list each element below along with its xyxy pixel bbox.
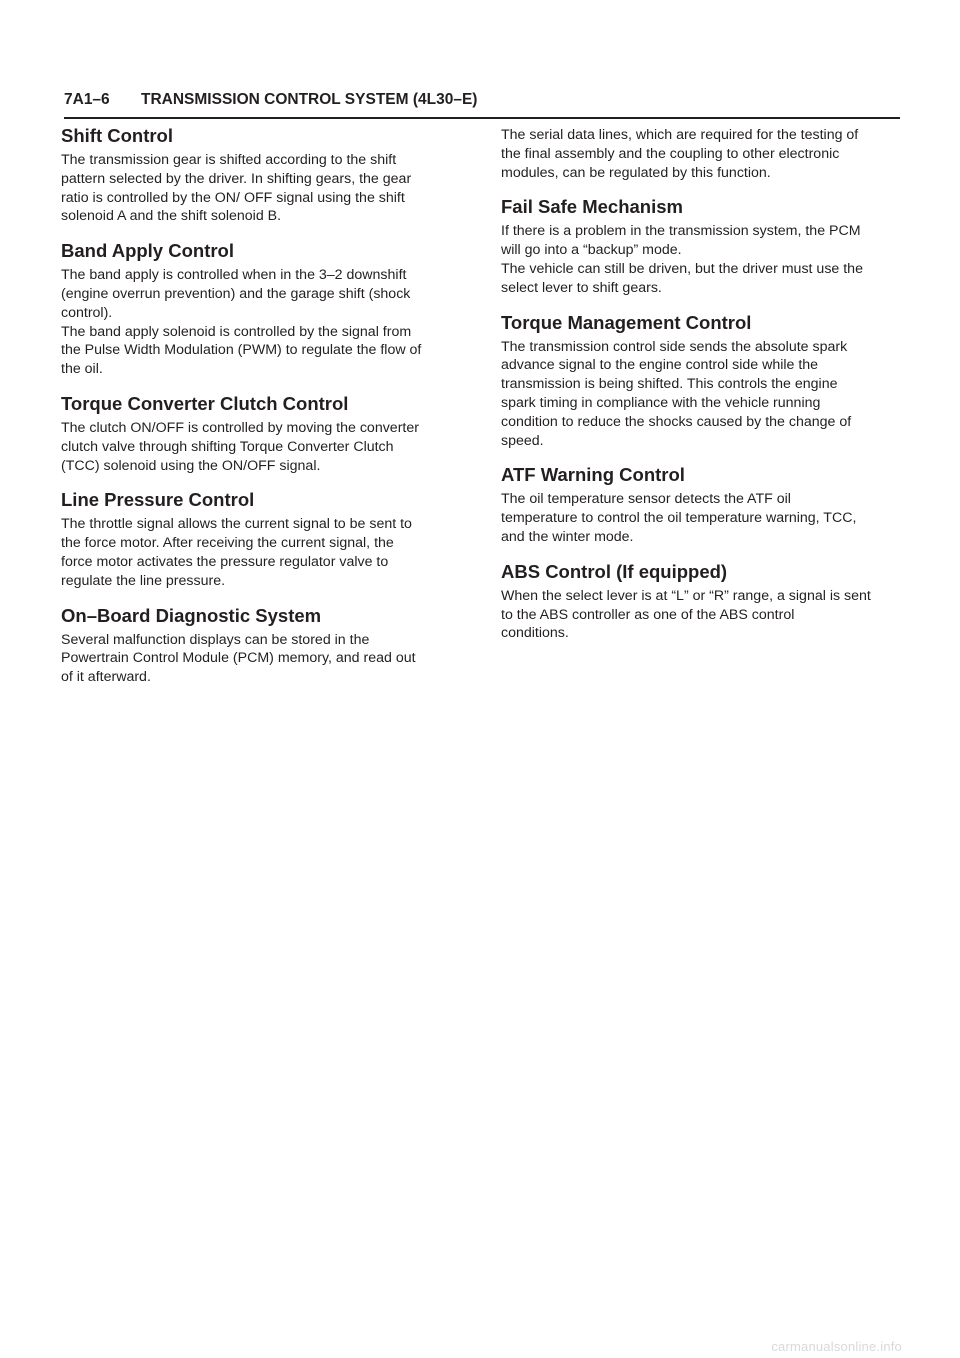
section-shift-control [61, 125, 460, 226]
text-line: and the winter mode. [501, 528, 634, 545]
section-atf-warning [501, 464, 900, 546]
text-line: the Pulse Width Modulation (PWM) to regulate the flow of [61, 342, 422, 359]
text-line: spark timing in compliance with the vehicle running [501, 394, 821, 411]
text-line: advance signal to the engine control side while the [501, 357, 819, 374]
text-line: condition to reduce the shocks caused by the change of [501, 413, 852, 430]
text-line: select lever to shift gears. [501, 279, 662, 296]
text-line: The transmission control side sends the absolute spark [501, 338, 848, 355]
section-body [501, 222, 900, 297]
text-line: The band apply solenoid is controlled by the signal from [61, 323, 412, 340]
text-line: the final assembly and the coupling to other electronic [501, 145, 840, 162]
section-torque-management [501, 312, 900, 451]
section-heading: Torque Converter Clutch Control [61, 392, 349, 414]
text-line: of it afterward. [61, 669, 151, 686]
text-line: force motor activates the pressure regulator valve to [61, 553, 389, 570]
section-body [61, 151, 460, 226]
section-band-apply [61, 240, 460, 379]
page-header [64, 91, 900, 119]
section-body [501, 126, 900, 182]
text-line: The throttle signal allows the current signal to be sent to [61, 516, 412, 533]
section-body [501, 490, 900, 546]
section-fail-safe [501, 196, 900, 297]
text-line: solenoid A and the shift solenoid B. [61, 208, 282, 225]
section-tcc-control [61, 393, 460, 475]
text-line: pattern selected by the driver. In shifting gears, the gear [61, 170, 412, 187]
section-body [61, 515, 460, 590]
text-line: When the select lever is at “L” or “R” range, a signal is sent [501, 587, 871, 604]
section-obd [61, 605, 460, 687]
text-line: to the ABS controller as one of the ABS control [501, 606, 795, 623]
text-line: The oil temperature sensor detects the ATF oil [501, 491, 791, 508]
text-line: ratio is controlled by the ON/ OFF signal using the shift [61, 189, 405, 206]
section-heading: Fail Safe Mechanism [501, 196, 683, 218]
section-heading: ABS Control (If equipped) [501, 560, 728, 582]
text-line: transmission is being shifted. This controls the engine [501, 376, 838, 393]
text-line: Powertrain Control Module (PCM) memory, and read out [61, 650, 416, 667]
text-line: clutch valve through shifting Torque Converter Clutch [61, 438, 394, 455]
left-column [61, 125, 460, 701]
text-line: the oil. [61, 361, 103, 378]
text-line: The serial data lines, which are required for the testing of [501, 127, 859, 143]
section-heading: Band Apply Control [61, 240, 234, 262]
section-abs-control [501, 561, 900, 643]
section-body [61, 631, 460, 687]
text-line: control). [61, 304, 113, 321]
section-body [61, 266, 460, 379]
watermark: carmanualsonline.info [771, 1339, 902, 1354]
text-line: The band apply is controlled when in the 3–2 downshift [61, 267, 407, 284]
text-line: conditions. [501, 625, 569, 642]
right-column [501, 126, 900, 657]
text-line: regulate the line pressure. [61, 572, 226, 589]
section-heading: Line Pressure Control [61, 489, 255, 511]
page-number: 7A1–6 [64, 91, 110, 108]
section-heading: Torque Management Control [501, 311, 752, 333]
text-line: will go into a “backup” mode. [501, 242, 682, 259]
section-serial-data [501, 126, 900, 182]
section-body [501, 338, 900, 451]
text-line: If there is a problem in the transmission system, the PCM [501, 223, 861, 240]
text-line: modules, can be regulated by this function. [501, 164, 771, 181]
section-body [501, 587, 900, 643]
text-line: the force motor. After receiving the current signal, the [61, 535, 394, 552]
section-heading: On–Board Diagnostic System [61, 604, 322, 626]
text-line: temperature to control the oil temperature warning, TCC, [501, 510, 857, 527]
text-line: The clutch ON/OFF is controlled by moving the converter [61, 419, 419, 436]
section-heading: ATF Warning Control [501, 464, 685, 486]
text-line: (engine overrun prevention) and the garage shift (shock [61, 285, 411, 302]
text-line: speed. [501, 432, 544, 449]
text-line: The vehicle can still be driven, but the driver must use the [501, 260, 863, 277]
section-body [61, 419, 460, 475]
text-line: The transmission gear is shifted according to the shift [61, 152, 397, 168]
section-line-pressure [61, 489, 460, 590]
text-line: Several malfunction displays can be stored in the [61, 631, 370, 648]
text-line: (TCC) solenoid using the ON/OFF signal. [61, 457, 321, 474]
section-heading: Shift Control [61, 125, 174, 146]
page-title: TRANSMISSION CONTROL SYSTEM (4L30–E) [141, 91, 478, 108]
